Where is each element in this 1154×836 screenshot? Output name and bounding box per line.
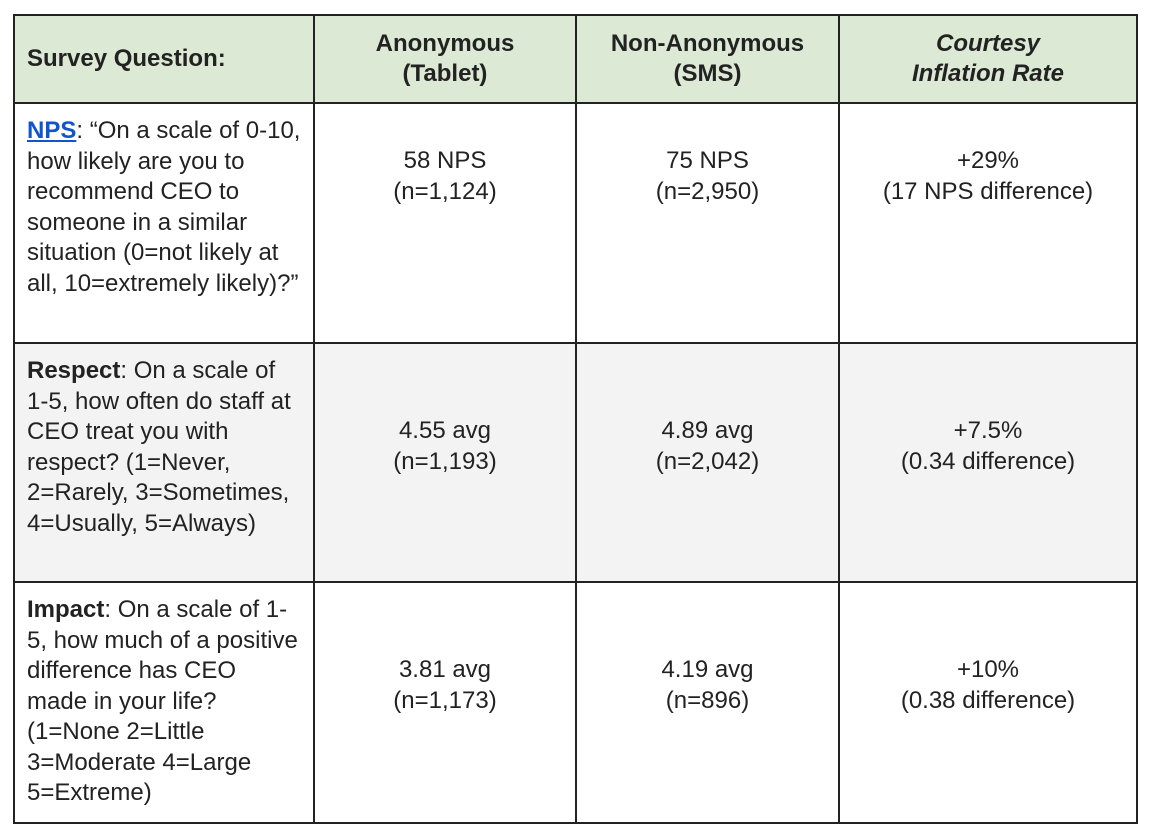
- table-row-nps: [14, 103, 1137, 343]
- question-cell-nps: [14, 103, 314, 343]
- non-anonymous-value-nps: 75 NPS: [666, 147, 749, 174]
- inflation-cell-impact: [839, 582, 1137, 823]
- non-anonymous-n-impact: (n=896): [665, 686, 750, 714]
- non-anonymous-n-nps: (n=2,950): [655, 177, 760, 205]
- inflation-rate-respect: +7.5%: [953, 417, 1023, 444]
- non-anonymous-cell-impact: [576, 582, 839, 823]
- anonymous-n-impact: (n=1,173): [393, 686, 497, 714]
- question-cell-impact: [14, 582, 314, 823]
- anonymous-n-respect: (n=1,193): [393, 447, 497, 475]
- question-label-impact: Impact: [27, 596, 105, 623]
- non-anonymous-value-impact: 4.19 avg: [661, 656, 754, 683]
- table-row-impact: [14, 582, 1137, 823]
- non-anonymous-value-respect: 4.89 avg: [661, 417, 754, 444]
- header-non-anonymous-line2: (SMS): [673, 60, 742, 87]
- non-anonymous-n-respect: (n=2,042): [655, 447, 760, 475]
- anonymous-value-impact: 3.81 avg: [398, 656, 492, 683]
- header-anonymous-line2: (Tablet): [402, 60, 488, 87]
- inflation-rate-impact: +10%: [956, 656, 1020, 683]
- non-anonymous-cell-nps: [576, 103, 839, 343]
- anonymous-n-nps: (n=1,124): [393, 177, 497, 205]
- inflation-cell-respect: [839, 343, 1137, 582]
- header-row: [14, 15, 1137, 103]
- header-anonymous: [314, 15, 576, 103]
- question-text-respect: : On a scale of 1-5, how often do staff at CEO treat you with respect? (1=Never, 2=Rarely, 3=Sometimes, 4=Usually, 5=Always): [27, 357, 291, 537]
- anonymous-cell-impact: [314, 582, 576, 823]
- question-text-impact: : On a scale of 1-5, how much of a positive difference has CEO made in your life? (1=None 2=Little 3=Moderate 4=Large 5=Extreme): [27, 596, 298, 806]
- inflation-cell-nps: [839, 103, 1137, 343]
- header-courtesy-inflation-line1: Courtesy: [935, 29, 1041, 57]
- inflation-diff-nps: (17 NPS difference): [882, 177, 1094, 205]
- header-anonymous-line1: Anonymous: [375, 29, 515, 57]
- inflation-diff-respect: (0.34 difference): [900, 447, 1076, 475]
- table-row-respect: [14, 343, 1137, 582]
- inflation-rate-nps: +29%: [956, 147, 1020, 174]
- nps-link[interactable]: NPS: [27, 117, 77, 144]
- header-non-anonymous-line1: Non-Anonymous: [610, 29, 805, 57]
- header-courtesy-inflation-line2: Inflation Rate: [911, 60, 1064, 87]
- anonymous-value-nps: 58 NPS: [403, 147, 487, 174]
- anonymous-value-respect: 4.55 avg: [398, 417, 492, 444]
- header-survey-question-label: Survey Question:: [27, 44, 226, 72]
- anonymous-cell-nps: [314, 103, 576, 343]
- header-survey-question: [14, 15, 314, 103]
- survey-results-table: [13, 14, 1138, 824]
- header-non-anonymous: [576, 15, 839, 103]
- question-cell-respect: [14, 343, 314, 582]
- inflation-diff-impact: (0.38 difference): [900, 686, 1076, 714]
- anonymous-cell-respect: [314, 343, 576, 582]
- non-anonymous-cell-respect: [576, 343, 839, 582]
- question-label-respect: Respect: [27, 357, 121, 384]
- question-text-nps: : “On a scale of 0-10, how likely are you to recommend CEO to someone in a similar situation (0=not likely at all, 10=extremely likely)?”: [27, 117, 301, 297]
- header-courtesy-inflation: [839, 15, 1137, 103]
